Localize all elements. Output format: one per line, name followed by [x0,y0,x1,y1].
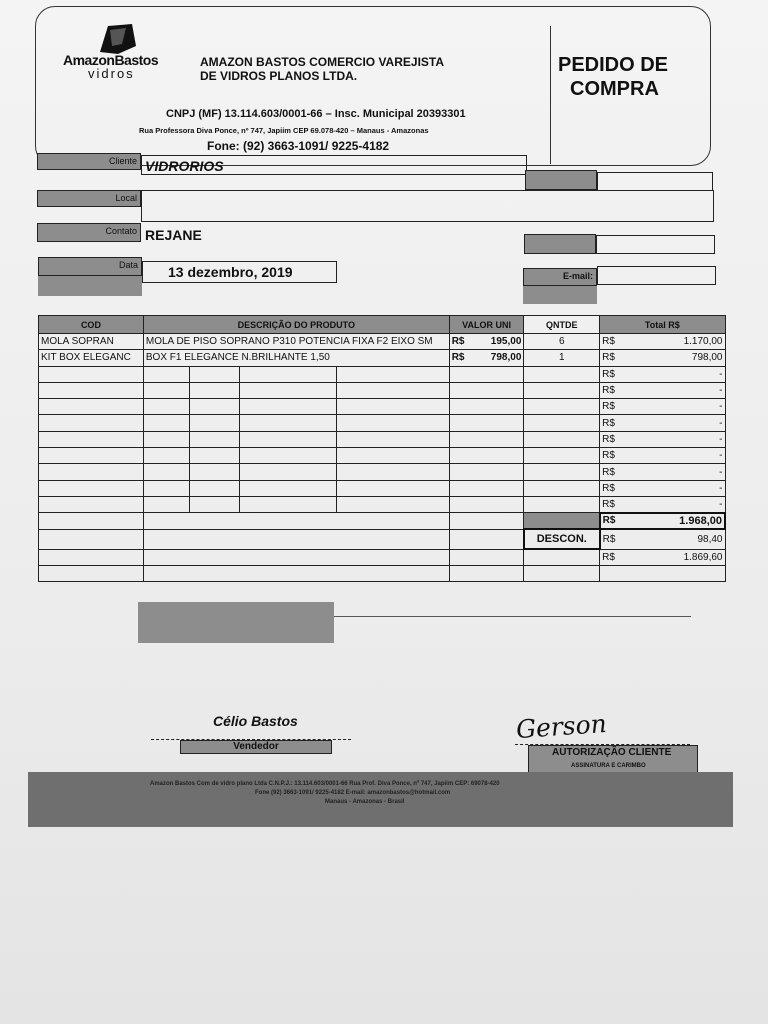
row-cod: MOLA SOPRAN [39,334,144,350]
empty-cell [189,415,239,431]
row-total [600,366,725,382]
empty-cell [143,382,189,398]
row-total [600,334,725,350]
discount-row [39,529,726,549]
table-row-empty [39,415,726,431]
items-table [38,315,726,582]
company-name-line2: DE VIDROS PLANOS LTDA. [200,69,358,83]
empty-cell [449,496,524,512]
empty-cell [189,431,239,447]
empty-cell [39,549,144,565]
currency-symbol: R$ [602,482,615,494]
empty-cell [336,382,449,398]
empty-cell [39,448,144,464]
empty-cell [336,399,449,415]
currency-symbol: R$ [602,533,616,545]
row-total-amount: 1.170,00 [683,336,723,348]
row-qntde: 6 [524,334,600,350]
empty-cell [449,549,524,565]
company-name-line1: AMAZON BASTOS COMERCIO VAREJISTA [200,55,445,69]
data-value: 13 dezembro, 2019 [168,264,293,280]
empty-cell [189,448,239,464]
empty-cell [449,366,524,382]
currency-symbol: R$ [602,352,615,364]
row-total [600,431,725,447]
cliente-value: VIDRORIOS [145,158,224,174]
table-row-empty [39,480,726,496]
email-field [597,266,716,285]
subtotal-amount: 1.968,00 [679,514,722,527]
currency-symbol: R$ [602,466,615,478]
table-row [39,350,726,366]
logo-subtext: vidros [88,66,135,81]
cnpj-line: CNPJ (MF) 13.114.603/0001-66 – Insc. Municipal 20393301 [166,108,466,120]
header-divider [550,26,551,164]
empty-cell [39,513,144,529]
empty-cell [336,496,449,512]
empty-cell [449,464,524,480]
row-total [600,448,725,464]
logo-text: AmazonBastos [63,52,159,68]
currency-symbol: R$ [602,498,615,510]
row-total-amount: 798,00 [691,352,723,364]
empty-cell [449,431,524,447]
autorizacao-label: AUTORIZAÇÃO CLIENTE [552,747,672,758]
row-total [600,350,725,366]
discount-label: DESCON. [524,529,600,549]
row-total-empty: - [719,482,723,494]
empty-cell [449,399,524,415]
email-shade [523,286,597,304]
empty-cell [524,480,600,496]
client-signature: Gerson [515,708,608,745]
subtotal-cell [600,513,725,529]
empty-cell [39,399,144,415]
empty-cell [524,366,600,382]
data-shade [38,276,142,296]
row-total-empty: - [719,368,723,380]
empty-cell [143,415,189,431]
obs-shade [138,602,334,643]
empty-cell [524,431,600,447]
empty-cell [449,480,524,496]
final-total-cell [600,549,725,565]
empty-cell [143,464,189,480]
currency-symbol: R$ [602,385,615,397]
header-cod: COD [39,316,144,334]
table-row-empty [39,464,726,480]
currency-symbol: R$ [602,551,615,563]
empty-cell [39,480,144,496]
currency-symbol: R$ [602,336,615,348]
empty-cell [189,496,239,512]
empty-cell [239,464,336,480]
currency-symbol: R$ [451,336,465,348]
empty-cell [143,513,449,529]
table-row-empty [39,448,726,464]
row-total [600,496,725,512]
header-total: Total R$ [600,316,725,334]
contato-extra-label [524,234,596,254]
contato-label: Contato [37,223,141,242]
cliente-extra-label [525,170,597,190]
empty-cell [524,399,600,415]
row-qntde: 1 [524,350,600,366]
row-total-empty: - [719,450,723,462]
row-valor [449,334,524,350]
empty-cell [449,448,524,464]
table-row-empty [39,431,726,447]
blank-row [39,565,726,581]
doc-title-line1: PEDIDO DE [558,54,669,76]
empty-cell [143,399,189,415]
row-total-empty: - [719,385,723,397]
vendedor-name: Célio Bastos [213,713,298,729]
final-total-row [39,549,726,565]
row-total [600,415,725,431]
empty-cell [143,565,449,581]
currency-symbol: R$ [602,450,615,462]
currency-symbol: R$ [602,433,615,445]
contato-value: REJANE [145,227,202,243]
empty-cell [336,448,449,464]
currency-symbol: R$ [602,368,615,380]
row-valor [449,350,524,366]
empty-cell [239,431,336,447]
row-valor-amount: 195,00 [490,336,522,348]
subtotal-row [39,513,726,529]
empty-cell [239,480,336,496]
empty-cell [336,431,449,447]
row-total [600,382,725,398]
empty-cell [143,480,189,496]
row-total-empty: - [719,401,723,413]
data-label: Data [38,257,142,276]
vendedor-label: Vendedor [180,740,332,754]
empty-cell [524,382,600,398]
empty-cell [524,415,600,431]
empty-cell [239,366,336,382]
assinatura-label: ASSINATURA E CARIMBO [571,763,646,769]
row-total [600,464,725,480]
row-total-empty: - [719,433,723,445]
cliente-label: Cliente [37,153,141,170]
local-field [141,190,714,222]
table-row-empty [39,382,726,398]
phone-line: Fone: (92) 3663-1091/ 9225-4182 [207,139,390,153]
email-label: E-mail: [523,268,597,286]
empty-cell [143,431,189,447]
footer-line1: Amazon Bastos Com de vidro plano Ltda C.N.P.J.: 13.114.603/0001-66 Rua Prof. Diva Ponce, nº 747, Japiim CEP: 69078-420 [150,781,500,787]
header-qntde: QNTDE [524,316,600,334]
empty-cell [239,448,336,464]
table-row-empty [39,496,726,512]
empty-cell [449,529,524,549]
currency-symbol: R$ [602,417,615,429]
currency-symbol: R$ [602,514,616,526]
empty-cell [189,366,239,382]
local-label: Local [37,190,141,207]
subtotal-shade [524,513,600,529]
empty-cell [39,529,144,549]
discount-amount: 98,40 [697,533,723,545]
empty-cell [336,480,449,496]
row-descricao: BOX F1 ELEGANCE N.BRILHANTE 1,50 [143,350,449,366]
empty-cell [239,382,336,398]
empty-cell [239,496,336,512]
row-total-empty: - [719,417,723,429]
empty-cell [39,415,144,431]
empty-cell [449,513,524,529]
empty-cell [143,549,449,565]
empty-cell [143,529,449,549]
empty-cell [524,448,600,464]
header-valor-uni: VALOR UNI [449,316,524,334]
empty-cell [39,431,144,447]
empty-cell [39,366,144,382]
empty-cell [449,565,524,581]
address-line: Rua Professora Diva Ponce, nº 747, Japiim CEP 69.078-420 – Manaus - Amazonas [139,126,429,135]
row-descricao: MOLA DE PISO SOPRANO P310 POTENCIA FIXA F2 EIXO SM [143,334,449,350]
empty-cell [336,366,449,382]
row-total [600,399,725,415]
row-total-empty: - [719,498,723,510]
logo-icon [96,22,138,56]
currency-symbol: R$ [451,352,465,364]
empty-cell [39,382,144,398]
table-row-empty [39,399,726,415]
empty-cell [189,464,239,480]
empty-cell [524,565,600,581]
empty-cell [143,366,189,382]
discount-cell [600,529,725,549]
empty-cell [336,415,449,431]
empty-cell [524,464,600,480]
currency-symbol: R$ [602,401,615,413]
empty-cell [189,382,239,398]
row-cod: KIT BOX ELEGANC [39,350,144,366]
table-row [39,334,726,350]
empty-cell [143,448,189,464]
empty-cell [449,415,524,431]
empty-cell [39,565,144,581]
empty-cell [600,565,725,581]
empty-cell [524,549,600,565]
empty-cell [239,415,336,431]
empty-cell [143,496,189,512]
empty-cell [336,464,449,480]
table-header-row [39,316,726,334]
table-row-empty [39,366,726,382]
obs-line [334,616,691,617]
final-total-amount: 1.869,60 [683,551,723,563]
empty-cell [39,496,144,512]
empty-cell [449,382,524,398]
empty-cell [189,399,239,415]
header-descricao: DESCRIÇÃO DO PRODUTO [143,316,449,334]
footer-line3: Manaus - Amazonas - Brasil [325,799,405,805]
row-total-empty: - [719,466,723,478]
footer-line2: Fone (92) 3663-1091/ 9225-4182 E-mail: amazonbastos@hotmail.com [255,790,451,796]
doc-title-line2: COMPRA [570,78,659,100]
contato-extra-field [596,235,715,254]
row-valor-amount: 798,00 [490,352,522,364]
empty-cell [524,496,600,512]
empty-cell [39,464,144,480]
cliente-extra-field [597,172,713,191]
row-total [600,480,725,496]
empty-cell [239,399,336,415]
empty-cell [189,480,239,496]
